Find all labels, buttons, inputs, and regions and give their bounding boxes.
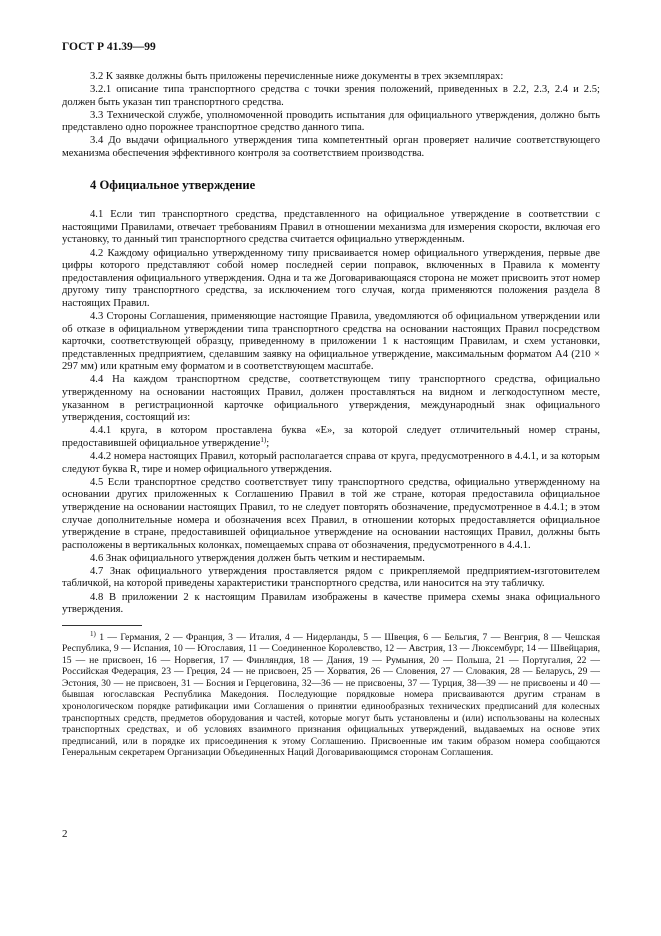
paragraph-4-2: 4.2 Каждому официально утвержденному типу присваивается номер официального утверждения, первые две цифры которого представляют собой номер последней серии поправок, включенных в Правила к моменту предоставления официального утверждения. Одна и та же Договаривающаяся сторона не может присвоить этот номер другому типу транспортного средства, за исключением того случая, когда применяются положения раздела 8 настоящих Правил. <box>62 247 600 309</box>
paragraph-4-1: 4.1 Если тип транспортного средства, представленного на официальное утверждение в соответствии с настоящими Правилами, отвечает требованиям Правил в отношении механизма для измерения скорости, включая его установку, то данный тип транспортного средства считается официально утвержденным. <box>62 209 600 246</box>
paragraph-3-3: 3.3 Технической службе, уполномоченной проводить испытания для официального утверждения, должно быть представлено одно порожнее транспортное средство данного типа. <box>62 109 600 134</box>
paragraph-3-4: 3.4 До выдачи официального утверждения типа компетентный орган проверяет наличие соответствующего механизма обеспечения эффективного контроля за соответствием производства. <box>62 135 600 160</box>
footnote-mark: 1) <box>90 629 96 638</box>
section-4-title: 4 Официальное утверждение <box>90 177 256 192</box>
document-body <box>62 71 600 759</box>
footnote-text: 1 — Германия, 2 — Франция, 3 — Италия, 4 — Нидерланды, 5 — Швеция, 6 — Бельгия, 7 — Венгрия, 8 — Чешская Республика, 9 — Испания, 10 — Югославия, 11 — Соединенное Королевство, 12 — Австрия, 13 — Люксембург, 14 — Швейцария, 15 — не присвоен, 16 — Норвегия, 17 — Финляндия, 18 — Дания, 19 — Румыния, 20 — Польша, 21 — Португалия, 22 — Российская Федерация, 23 — Греция, 24 — не присвоен, 25 — Хорватия, 26 — Словения, 27 — Словакия, 28 — Беларусь, 29 — Эстония, 30 — не присвоен, 31 — Босния и Герцеговина, 32—36 — не присвоены, 37 — Турция, 38—39 — не присвоены и 40 — бывшая югославская Республика Македония. Последующие порядковые номера присваиваются другим странам в хронологическом порядке ратификации ими Соглашения о принятии единообразных технических предписаний для колесных транспортных средств, предметов оборудования и частей, которые могут быть установлены и (или) использованы на колесных транспортных средствах, и об условиях взаимного признания официальных утверждений, выдаваемых на основе этих предписаний, или в порядке их присоединения к этому Соглашению. Присвоенные им таким образом номера сообщаются Генеральным секретарем Организации Объединенных Наций Договаривающимся сторонам Соглашения. <box>62 631 600 759</box>
paragraph-4-8: 4.8 В приложении 2 к настоящим Правилам изображены в качестве примера схемы знака официального утверждения. <box>62 591 600 616</box>
paragraph-3-2-1: 3.2.1 описание типа транспортного средства с точки зрения положений, приведенных в 2.2, 2.3, 2.4 и 2.5; должен быть указан тип транспортного средства. <box>62 84 600 108</box>
paragraph-4-4-1-text: 4.4.1 круга, в котором проставлена буква «Е», за которой следует отличительный номер страны, предоставившей официальное утверждение <box>62 425 600 449</box>
paragraph-4-4-1-end: ; <box>266 437 270 449</box>
paragraph-4-6: 4.6 Знак официального утверждения должен быть четким и нестираемым. <box>90 552 425 564</box>
footnote-separator <box>62 625 142 626</box>
paragraph-4-4: 4.4 На каждом транспортном средстве, соответствующем типу транспортного средства, официально утвержденному на основании настоящих Правил, должен проставляться на видном и легкодоступном месте, указанном в регистрационной карточке официального утверждения, международный знак официального утверждения, состоящий из: <box>62 374 600 424</box>
paragraph-3-2: 3.2 К заявке должны быть приложены перечисленные ниже документы в трех экземплярах: <box>90 71 504 82</box>
page-number: 2 <box>62 828 68 840</box>
footnote-reference: 1) <box>260 435 267 444</box>
paragraph-4-7: 4.7 Знак официального утверждения проставляется рядом с прикрепляемой предприятием-изготовителем табличкой, на которой приведены характеристики транспортного средства, или наносится на эту табличку. <box>62 565 600 590</box>
footnote <box>62 629 600 759</box>
paragraph-4-5: 4.5 Если транспортное средство соответствует типу транспортного средства, официально утвержденному на основании других приложенных к Соглашению Правил в той же стране, которая предоставила официальное утверждение на основании настоящих Правил, то не следует повторять обозначение, предусмотренное в 4.4.1; в этом случае дополнительные номера и обозначения всех Правил, в отношении которых предоставляется официальное утверждение в стране, предоставившей официальное утверждение на основании настоящих Правил, должны быть расположены в вертикальных колонках, помещаемых справа от обозначения, предусмотренного в 4.4.1. <box>62 476 600 551</box>
document-header: ГОСТ Р 41.39—99 <box>62 41 156 53</box>
paragraph-4-4-1 <box>62 425 600 450</box>
paragraph-4-3: 4.3 Стороны Соглашения, применяющие настоящие Правила, уведомляются об официальном утверждении или об отказе в официальном утверждении типа транспортного средства на основании настоящих Правил посредством карточки, соответствующей образцу, приведенному в приложении 1 к настоящим Правилам, и схем установки, представленных предприятием, сделавшим заявку на официальное утверждение, максимальным форматом А4 (210 × 297 мм) или кратным ему форматом и в соответствующем масштабе. <box>62 311 600 373</box>
paragraph-4-4-2: 4.4.2 номера настоящих Правил, который располагается справа от круга, предусмотренного в 4.4.1, и за которым следуют буква R, тире и номер официального утверждения. <box>62 451 600 475</box>
